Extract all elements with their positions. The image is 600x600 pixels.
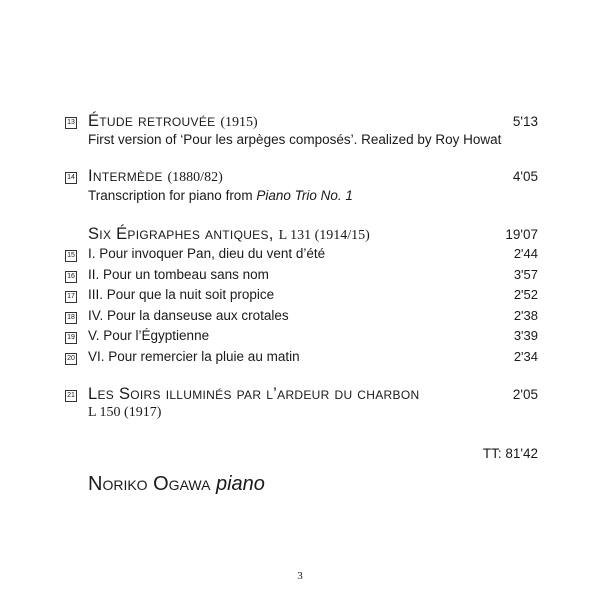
- artist-credit: [88, 473, 538, 496]
- duration: 2'05: [512, 387, 538, 402]
- work-title-text: Intermède: [88, 167, 163, 185]
- page-number: 3: [297, 570, 303, 582]
- duration: 5'13: [512, 114, 538, 129]
- work-title: [88, 112, 258, 131]
- duration: 2'52: [513, 287, 538, 302]
- work-title-text: Six Épigraphes antiques,: [88, 225, 274, 243]
- track-number: 15: [65, 250, 77, 262]
- track-title: VI. Pour remercier la pluie au matin: [88, 348, 300, 364]
- track-number: 16: [65, 271, 77, 283]
- work-note: L 150 (1917): [88, 405, 162, 420]
- duration: 4'05: [512, 169, 538, 184]
- track-number: 17: [65, 291, 77, 303]
- duration: 2'44: [513, 246, 538, 261]
- work-title: [88, 225, 370, 244]
- work-year: (1915): [220, 115, 258, 130]
- track-number: 13: [65, 117, 77, 129]
- track-number: 14: [65, 172, 77, 184]
- work-note: [88, 188, 538, 203]
- artist-name: Noriko Ogawa: [88, 473, 211, 495]
- work-title: [88, 167, 223, 186]
- work-year: L 131 (1914/15): [278, 228, 370, 243]
- artist-instrument: piano: [215, 473, 265, 495]
- track-number: 18: [65, 312, 77, 324]
- note-italic: Piano Trio No. 1: [256, 188, 353, 203]
- work-title-text: Étude retrouvée: [88, 112, 216, 130]
- duration: 2'38: [513, 307, 538, 323]
- track-title: IV. Pour la danseuse aux crotales: [88, 307, 289, 323]
- track-number: 21: [65, 390, 77, 402]
- track-title: II. Pour un tombeau sans nom: [88, 266, 269, 282]
- track-title: I. Pour invoquer Pan, dieu du vent d’été: [88, 246, 326, 261]
- track-number: 20: [65, 353, 77, 365]
- track-number: 19: [65, 332, 77, 344]
- work-year: (1880/82): [167, 170, 223, 185]
- work-note: First version of ‘Pour les arpèges composés’. Realized by Roy Howat: [88, 132, 502, 147]
- duration: 2'34: [513, 348, 538, 364]
- track-title: V. Pour l’Égyptienne: [88, 328, 210, 343]
- duration: 3'57: [513, 266, 538, 282]
- duration: 3'39: [513, 328, 538, 343]
- duration: 19'07: [505, 227, 538, 242]
- track-title: III. Pour que la nuit soit propice: [88, 287, 275, 302]
- note-text: Transcription for piano from: [88, 188, 257, 203]
- total-time: TT: 81'42: [482, 446, 538, 461]
- work-title: Les Soirs illuminés par l’ardeur du charbon: [88, 385, 420, 403]
